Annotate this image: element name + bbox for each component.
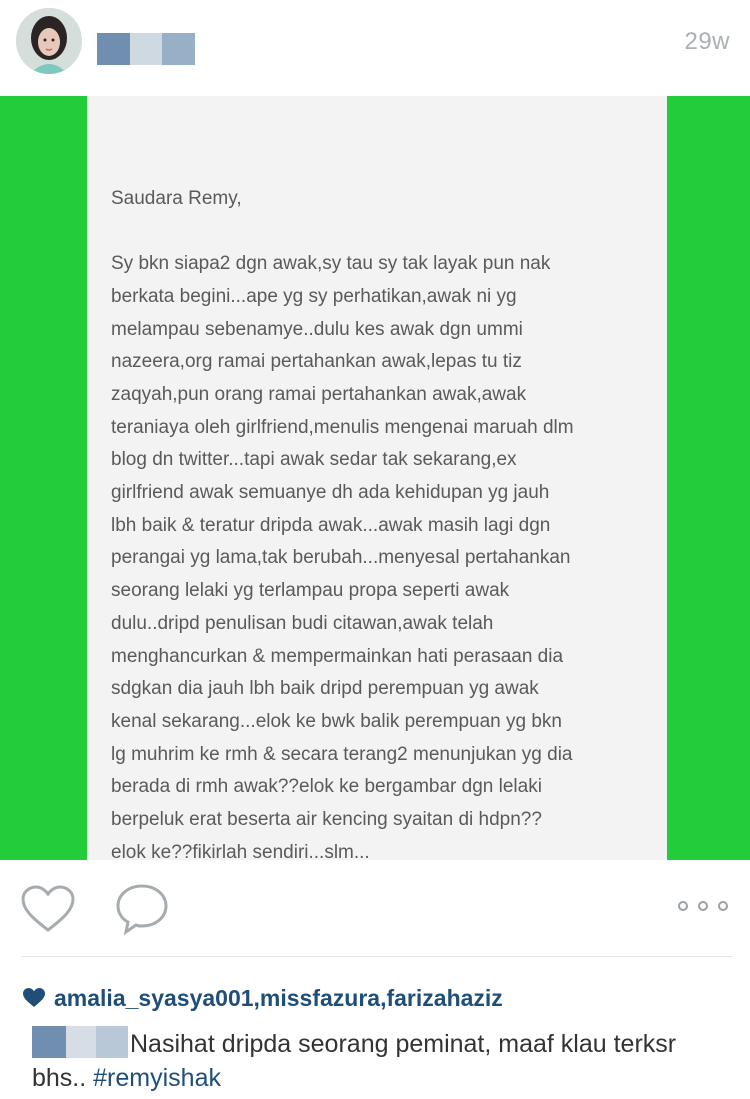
avatar-image — [16, 8, 82, 74]
liker-link[interactable]: missfazura — [259, 984, 381, 1011]
avatar[interactable] — [16, 8, 82, 74]
post-header — [0, 0, 750, 92]
action-bar — [0, 870, 750, 950]
divider — [22, 956, 732, 957]
caption-username-censored[interactable] — [32, 1026, 128, 1058]
heart-filled-icon — [22, 987, 46, 1009]
note-greeting: Saudara Remy, — [111, 188, 242, 210]
note-screenshot — [87, 96, 667, 863]
hashtag-link[interactable]: #remyishak — [93, 1064, 221, 1092]
more-dots-icon[interactable] — [678, 896, 728, 916]
speech-bubble-icon[interactable] — [114, 882, 170, 936]
post-timestamp: 29w — [684, 28, 730, 55]
liker-separator: , — [380, 984, 387, 1011]
note-text — [111, 118, 651, 902]
username-censored[interactable] — [97, 33, 195, 65]
post-caption — [32, 1026, 732, 1095]
liker-separator: , — [253, 984, 260, 1011]
heart-outline-icon[interactable] — [19, 884, 77, 934]
liker-link[interactable]: amalia_syasya001 — [54, 984, 254, 1011]
liker-link[interactable]: farizahaziz — [386, 984, 503, 1011]
note-body: Sy bkn siapa2 dgn awak,sy tau sy tak layak pun nak berkata begini...ape yg sy perhatikan,awak ni yg melampau sebenamye..dulu kes awak dgn ummi nazeera,org ramai pertahankan awak,lepas tu tiz zaqyah,pun orang ramai pertahankan awak,awak teraniaya oleh girlfriend,menulis mengenai maruah dlm blog dn twitter...tapi awak sedar tak sekarang,ex girlfriend awak semuanye dh ada kehidupan yg jauh lbh baik & teratur dripda awak...awak masih lagi dgn perangai yg lama,tak berubah...menyesal pertahankan seorang lelaki yg terlampau propa seperti awak dulu..dripd penulisan budi citawan,awak telah menghancurkan & mempermainkan hati perasaan dia sdgkan dia jauh lbh baik dripd perempuan yg awak kenal sekarang...elok ke bwk balik perempuan yg bkn lg muhrim ke rmh & secara terang2 menunjukan yg dia berada di rmh awak??elok ke bergambar dgn lelaki berpeluk erat beserta air kencing syaitan di hdpn?? elok ke??fikirlah sendiri...slm... — [111, 253, 574, 863]
likes-line — [22, 980, 503, 1016]
post-image[interactable] — [0, 96, 750, 863]
caption-text: Nasihat dripda seorang peminat, maaf klau terksr bhs.. — [32, 1030, 677, 1092]
